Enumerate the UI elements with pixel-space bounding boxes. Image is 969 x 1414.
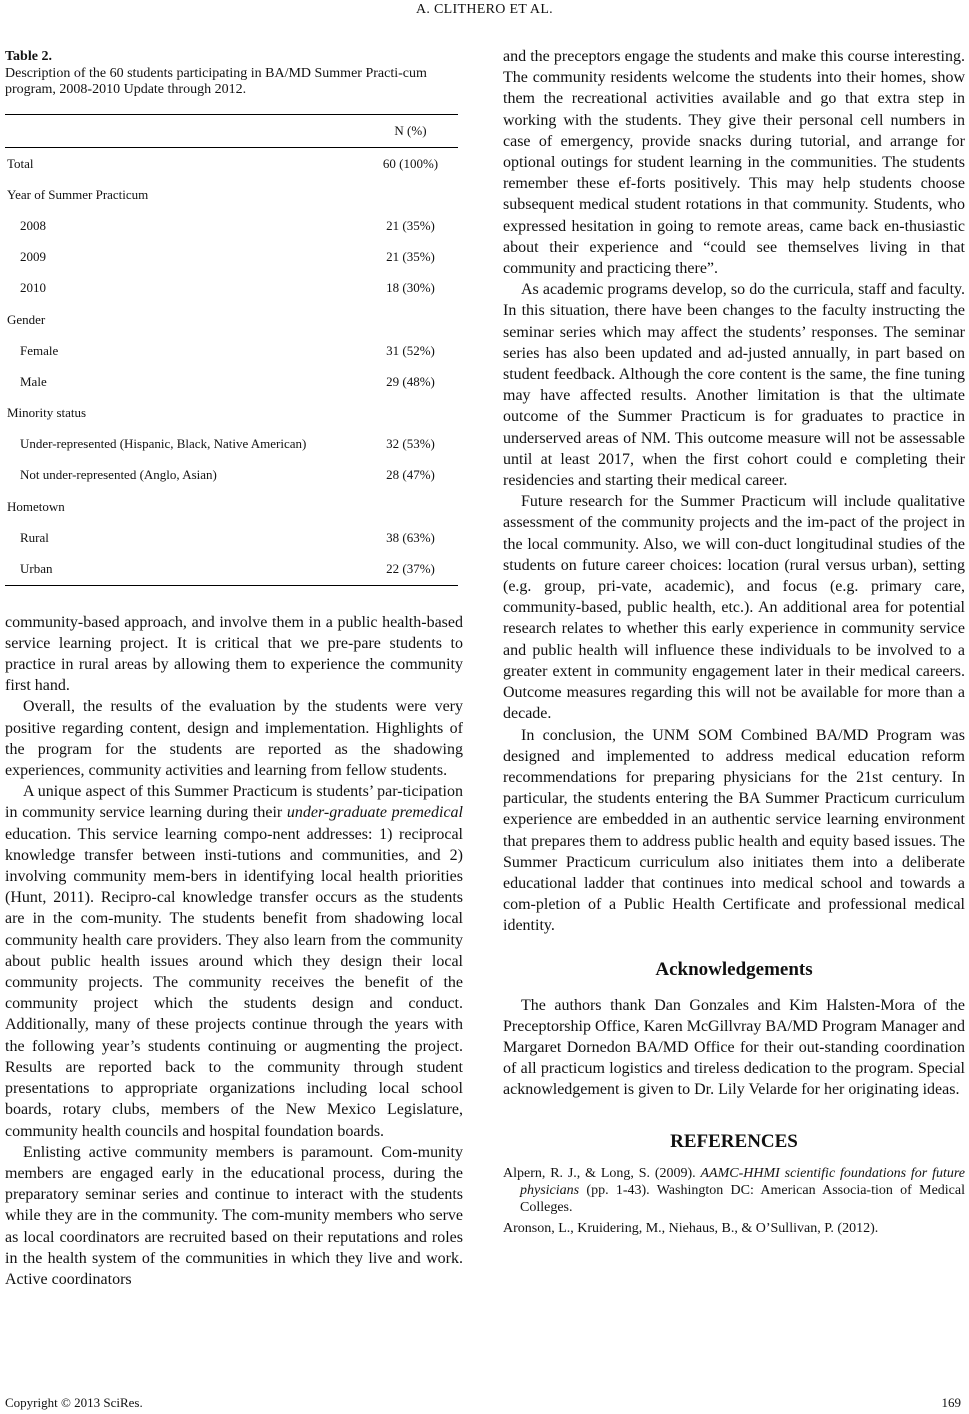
table-row-value: 32 (53%)	[386, 436, 435, 452]
table-row-value: 38 (63%)	[386, 529, 435, 545]
table-row-label: 2010	[20, 280, 46, 296]
table-title: Table 2.	[5, 49, 52, 64]
table-row-label: Year of Summer Practicum	[7, 186, 149, 202]
table-row-label: Minority status	[7, 405, 87, 421]
table-row	[5, 460, 458, 491]
running-head: A. CLITHERO ET AL.	[416, 2, 553, 17]
table-row-value: 21 (35%)	[386, 249, 435, 265]
acknowledgements-text: The authors thank Dan Gonzales and Kim Halsten-Mora of the Preceptorship Office, Karen McGillvray BA/MD Program Manager and Margaret Dornedon BA/MD Office for their out-standing coordination of all practicum logistics and tireless dedication to the program. Special acknowledgement is given to Dr. Lily Velarde for her originating ideas.	[503, 996, 965, 1099]
table-row-value: 60 (100%)	[382, 155, 439, 171]
acknowledgements-heading: Acknowledgements	[655, 958, 813, 980]
table-row-label: Male	[20, 373, 47, 389]
table-row-value	[363, 398, 458, 429]
table-header-n-percent: N (%)	[363, 115, 458, 148]
reference-1-publisher: (pp. 1-43). Washington DC: American Associa-tion of Medical Colleges.	[520, 1182, 965, 1215]
table-row-value	[363, 179, 458, 210]
table-row-label: 2009	[20, 249, 46, 265]
table-row	[5, 366, 458, 397]
table-row	[5, 273, 458, 304]
table-row-value	[363, 491, 458, 522]
right-paragraph-2: As academic programs develop, so do the curricula, staff and faculty. In this situation, there have been changes to the faculty instructing the seminar series which may affect the students’ responses. The seminar series has also been updated and ad-justed annually, in part based on student feedback. Although the core content is the same, the fine tuning may have affected results. Another limitation is that the ultimate outcome of the Summer Practicum is for graduates to practice in underserved areas of NM. This outcome measure will not be assessable until at least 2017, when the first cohort could e completing their residencies and starting their medical career.	[503, 281, 965, 490]
table-row-value: 31 (52%)	[386, 342, 435, 358]
table-row-label: Gender	[7, 311, 46, 327]
copyright-notice: Copyright © 2013 SciRes.	[5, 1395, 143, 1410]
table-row-value: 21 (35%)	[386, 217, 435, 233]
table-row	[5, 429, 458, 460]
right-paragraph-4: In conclusion, the UNM SOM Combined BA/MD Program was designed and implemented to address medical education reform recommendations for preparing physicians for the 21st century. In particular, the students entering the BA Summer Practicum curriculum experience are embedded in an authentic service learning environment that prepares them to address public health and equity based issues. The Summer Practicum curriculum also initiates them into a deliberate educational ladder that continues into medical school and towards a com-pletion of a Public Health Certificate and professional medical identity.	[503, 726, 965, 935]
table-row-value: 28 (47%)	[386, 467, 435, 483]
table-row	[5, 179, 458, 210]
references-heading: REFERENCES	[670, 1130, 798, 1152]
left-paragraph-3-part-a: A unique aspect of this Summer Practicum is students’ par-ticipation in community service learning during their	[5, 783, 463, 822]
reference-2: Aronson, L., Kruidering, M., Niehaus, B., & O’Sullivan, P. (2012).	[503, 1220, 879, 1236]
left-paragraph-4: Enlisting active community members is paramount. Com-munity members are engaged early in the educational process, during the preparatory seminar series and continue to interact with the students while they are in the community. The com-munity members who serve as local coordinators are recruited based on their reputations and roles in the health system of the communities in which they live and work. Active coordinators	[5, 1143, 463, 1288]
right-column	[503, 46, 965, 1237]
table-row-value: 22 (37%)	[363, 553, 458, 585]
left-paragraph-3	[5, 781, 463, 1141]
table-row-value: 29 (48%)	[386, 373, 435, 389]
right-paragraph-3: Future research for the Summer Practicum will include qualitative assessment of the community projects and the im-pact of the project in the local community. Also, we will con-duct longitudinal studies of the students on future career choices: location (rural versus urban), setting (e.g. group, pri-vate, academic), and focus (e.g. primary care, community-based, public health, etc.). An additional area for potential research relates to whether this early experience in community service and public health will influence these individuals to be involved to a greater extent in community engagement later in their medical careers. Outcome measures regarding this will not be available for more than a decade.	[503, 493, 965, 723]
table-row-label: Total	[7, 155, 34, 171]
student-description-table	[5, 114, 458, 586]
left-column	[5, 48, 463, 1290]
table-header-blank	[5, 115, 363, 148]
table-row-label: Under-represented (Hispanic, Black, Native American)	[20, 436, 307, 452]
table-row	[5, 242, 458, 273]
table-row	[5, 522, 458, 553]
left-paragraph-2: Overall, the results of the evaluation by the students were very positive regarding content, design and implementation. Highlights of the program for the students are reported as the shadowing experiences, community activities and learning from fellow students.	[5, 698, 463, 780]
table-row	[5, 335, 458, 366]
table-row-value: 18 (30%)	[386, 280, 435, 296]
table-row	[5, 304, 458, 335]
table-row-label: 2008	[20, 217, 46, 233]
page-number: 169	[941, 1395, 961, 1410]
table-row	[5, 553, 458, 585]
table-row-label: Female	[20, 342, 59, 358]
table-row-label: Urban	[5, 553, 363, 585]
table-caption: Description of the 60 students participating in BA/MD Summer Practi-cum program, 2008-2010 Update through 2012.	[5, 66, 427, 97]
reference-1-title: AAMC-HHMI scientific foundations for future physicians	[520, 1165, 965, 1198]
reference-1-authors: Alpern, R. J., & Long, S. (2009).	[503, 1165, 701, 1181]
table-row	[5, 210, 458, 241]
table-row	[5, 148, 458, 180]
reference-1	[503, 1165, 965, 1216]
table-row-label: Hometown	[7, 498, 65, 514]
table-row-label: Not under-represented (Anglo, Asian)	[20, 467, 217, 483]
left-paragraph-3-emphasis: under-graduate premedical	[286, 804, 463, 822]
table-row-value	[363, 304, 458, 335]
table-row	[5, 398, 458, 429]
table-row-label: Rural	[20, 529, 49, 545]
right-paragraph-1: and the preceptors engage the students and make this course interesting. The community residents welcome the students into their homes, show them the recreational activities available and go that extra step in working with the students. They give their personal cell numbers in case of emergency, provide snacks during tutorial, and arrange for optional outings for student learning in the communities. The students remember these ef-forts positively. This may help students choose subsequent medical student rotations in that community. Students, who expressed hesitation in going to remote areas, came back en-thusiastic about their experience and “could see themselves living in that community and practicing there”.	[503, 48, 965, 278]
left-paragraph-1: community-based approach, and involve them in a public health-based service learning project. It is critical that we pre-pare students to practice in rural areas by allowing them to experience the community first hand.	[5, 613, 463, 695]
table-row	[5, 491, 458, 522]
left-paragraph-3-part-b: education. This service learning compo-nent addresses: 1) reciprocal knowledge transfer between insti-tutions and communities, and 2) involving community mem-bers in identifying local health priorities (Hunt, 2011). Recipro-cal knowledge transfer occurs as the students are in the com-munity. The students benefit from shadowing local community health care providers. They also learn from the community about public health issues around which they design their local community projects. The community receives the benefit of the community project which the students design and conduct. Additionally, many of these projects continue through the years with the following year’s students continuing or augmenting the project. Results are reported back to the community through student presentations to appropriate organizations including local school boards, rotary clubs, members of the New Mexico Legislature, community health councils and hospital foundation boards.	[5, 825, 463, 1140]
